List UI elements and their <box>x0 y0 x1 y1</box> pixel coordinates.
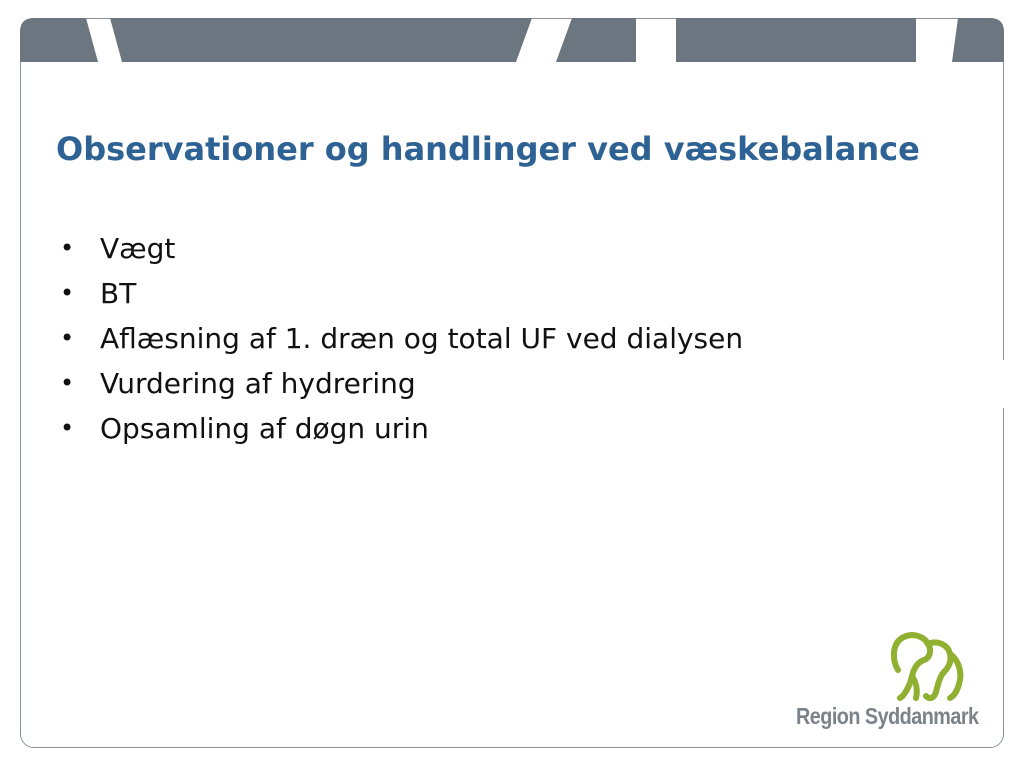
bullet-dot: • <box>60 279 75 307</box>
header-segment-4 <box>676 18 916 62</box>
header-segment-3 <box>556 18 636 62</box>
frame-edge-gap <box>1000 360 1008 408</box>
slide-title: Observationer og handlinger ved væskebalance <box>56 130 920 168</box>
logo-text: Region Syddanmark <box>796 703 979 729</box>
bullet-text: Vægt <box>100 232 176 265</box>
bullet-dot: • <box>60 369 75 397</box>
header-segment-5 <box>952 18 1004 62</box>
region-syddanmark-logo <box>790 630 990 740</box>
bullet-dot: • <box>60 414 75 442</box>
bullet-text: BT <box>100 277 137 310</box>
header-segment-1 <box>20 18 98 62</box>
region-syddanmark-logo-icon <box>890 630 970 704</box>
header-band <box>0 0 1024 62</box>
bullet-text: Opsamling af døgn urin <box>100 412 429 445</box>
bullet-dot: • <box>60 324 75 352</box>
header-segment-2 <box>110 18 532 62</box>
bullet-text: Vurdering af hydrering <box>100 367 416 400</box>
bullet-dot: • <box>60 234 75 262</box>
bullet-text: Aflæsning af 1. dræn og total UF ved dialysen <box>100 322 744 355</box>
